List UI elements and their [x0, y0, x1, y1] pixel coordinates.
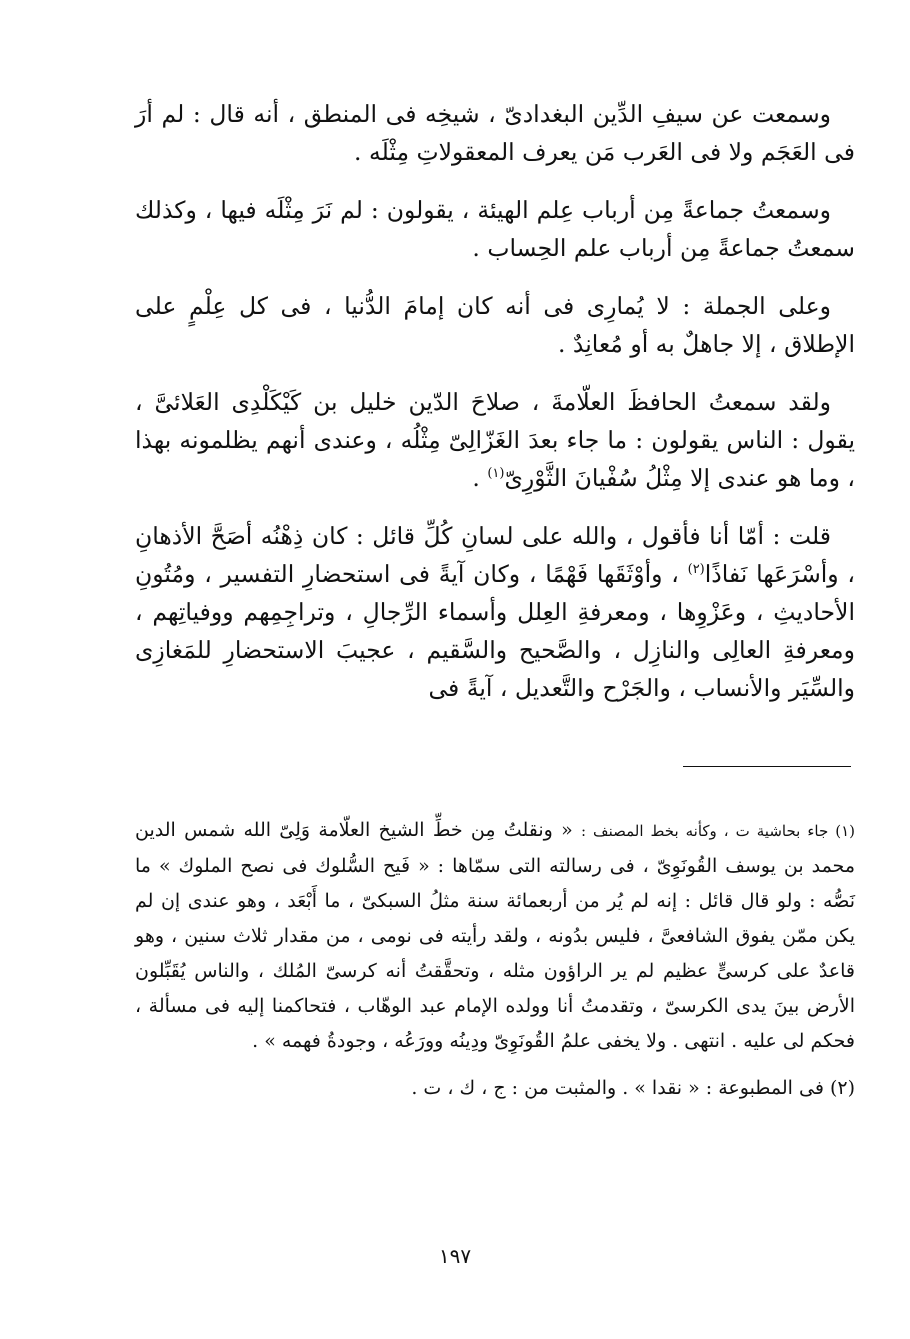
paragraph-5-text-a: قلت : أمّا أنا فأقول ، والله على لسانِ كُلِّ قائل : كان ذِهْنُه أصَحَّ الأذهانِ ، وأسْرَعَها نَفاذًا: [135, 522, 856, 588]
footnotes: [135, 813, 855, 1118]
paragraph-1: وسمعت عن سيفِ الدِّين البغدادىّ ، شيخِه فى المنطق ، أنه قال : لم أرَ فى العَجَم ولا فى العَرب مَن يعرف المعقولاتِ مِثْلَه .: [135, 100, 855, 166]
paragraph-4-text: ولقد سمعتُ الحافظَ العلّامةَ ، صلاحَ الدّين خليل بن كَيْكَلْدِى العَلائىَّ ، يقول : الناس يقولون : ما جاء بعدَ الغَزّالِىّ مِثْلُه ، وعندى أنهم يظلمونه بهذا ، وما هو عندى إلا مِثْلُ سُفْيانَ الثَّوْرِىّ: [135, 388, 855, 492]
paragraph-3: وعلى الجملة : لا يُمارِى فى أنه كان إمامَ الدُّنيا ، فى كل عِلْمٍ على الإطلاق ، إلا جاهلٌ به أو مُعانِدٌ .: [135, 292, 855, 358]
paragraph-5: [135, 517, 855, 707]
footnote-1-lead: (١) جاء بحاشية ت ، وكأنه بخط المصنف :: [581, 822, 855, 840]
page-number: ١٩٧: [438, 1244, 472, 1268]
footnote-ref-1[interactable]: (١): [487, 466, 505, 482]
footnote-1: [135, 813, 855, 1059]
footnote-ref-2[interactable]: (٢): [687, 562, 705, 578]
paragraph-2: وسمعتُ جماعةً مِن أرباب عِلم الهيئة ، يقولون : لم نَرَ مِثْلَه فيها ، وكذلك سمعتُ جماعةً مِن أرباب علم الحِساب .: [135, 196, 855, 262]
paragraph-4-end: .: [472, 464, 488, 492]
main-text: [135, 95, 855, 727]
footnote-1-text: « ونقلتُ مِن خطِّ الشيخ العلّامة وَلِىّ الله شمس الدين محمد بن يوسف القُونَوِىّ ، فى رسالته التى سمّاها : « فَيح السُّلوك فى نصح الملوك » ما نَصُّه : ولو قال قائل : إنه لم يُر من أربعمائة سنة مثلُ السبكىّ ، ما أَبْعَد ، وهو عندى إن لم يكن ممّن يفوق الشافعىَّ ، فليس بدُونه ، ولقد رأيته فى نومى ، من مقدار ثلاث سنين ، وهو قاعدٌ على كرسىٍّ عظيم لم ير الراؤون مثله ، وتحقَّقتُ أنه كرسىّ المُلك ، والناس يُقَبِّلون الأرض بينَ يدى الكرسىّ ، وتقدمتُ أنا وولده الإمام عبد الوهّاب ، فتحاكمنا إليه فى مسألة ، فحكم لى عليه . انتهى . ولا يخفى علمُ القُونَوِىّ ودِينُه وورَعُه ، وجودةُ فهمه » .: [135, 819, 855, 1052]
footnote-2: (٢) فى المطبوعة : « نقدا » . والمثبت من : ج ، ك ، ت .: [411, 1077, 855, 1099]
paragraph-4: [135, 383, 855, 497]
footnote-separator: [683, 766, 851, 767]
paragraph-5-text-b: ، وأوْثَقَها فَهْمًا ، وكان آيةً فى استحضارِ التفسير ، ومُتُونِ الأحاديثِ ، وعَزْوِها ، ومعرفةِ العِلل وأسماء الرِّجالِ ، وتراجِمِهم ووفياتِهم ، ومعرفةِ العالِى والنازِل ، والصَّحيح والسَّقيم ، عجيبَ الاستحضارِ للمَغازِى والسِّيَر والأنساب ، والجَرْح والتَّعديل ، آيةً فى: [135, 560, 855, 702]
